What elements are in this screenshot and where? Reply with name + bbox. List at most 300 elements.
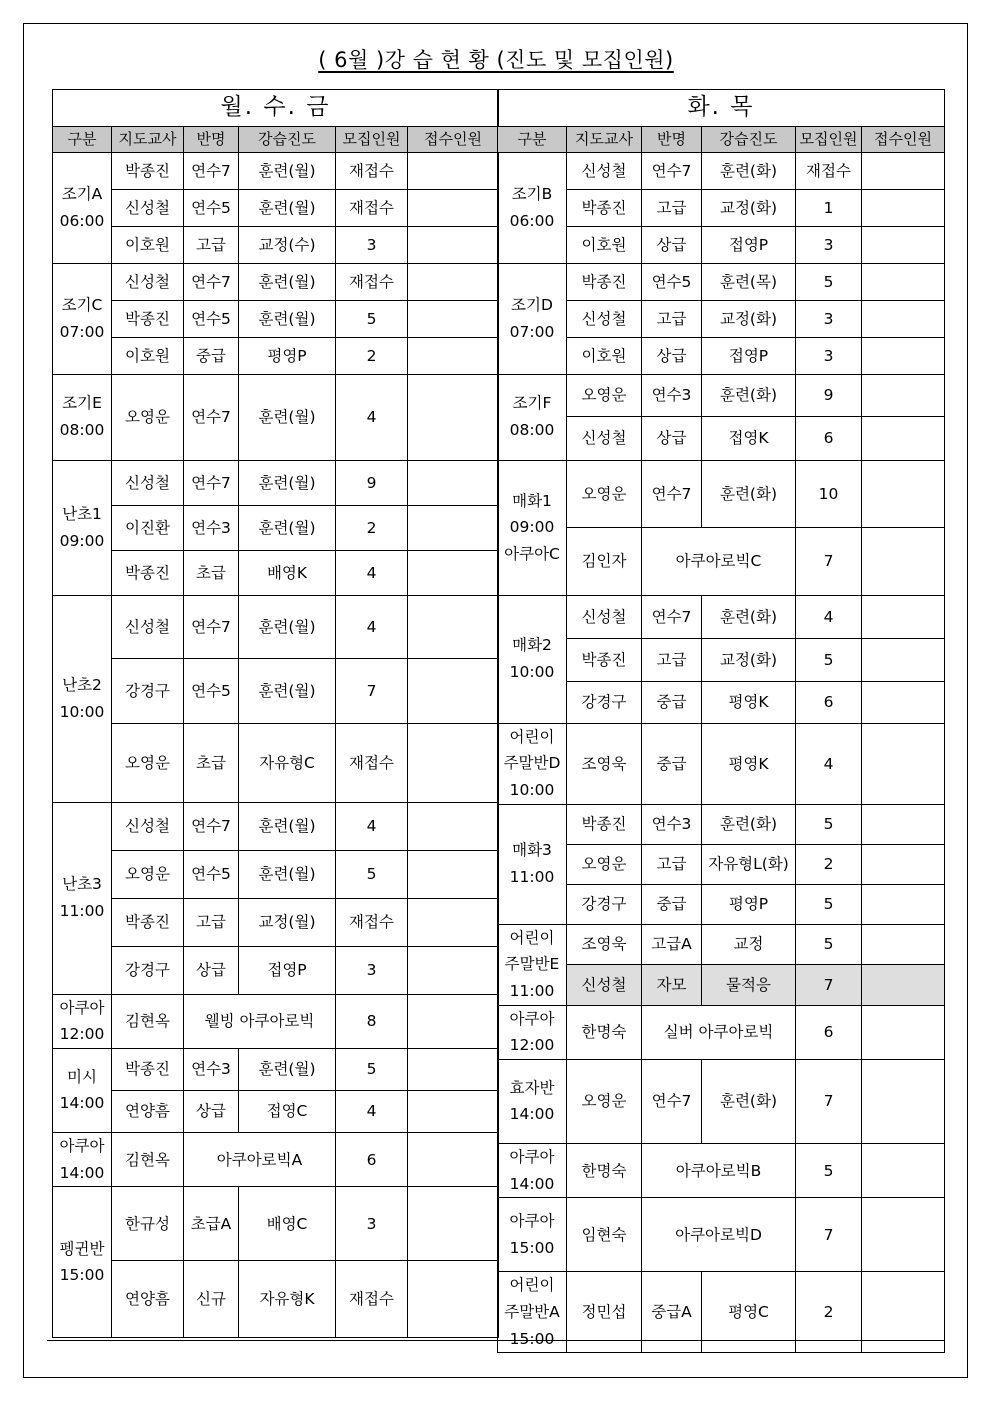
- progress-cell: 접영P: [239, 946, 336, 994]
- session-cell: [53, 1187, 112, 1338]
- column-header: 반명: [642, 126, 702, 152]
- received-count-cell: [862, 1059, 945, 1143]
- received-count-cell: [862, 1198, 945, 1272]
- session-cell: [53, 994, 112, 1048]
- session-name: 조기D: [511, 295, 553, 314]
- recruit-count-cell: 5: [796, 804, 862, 844]
- session-time: 08:00: [509, 421, 555, 440]
- progress-cell: 배영C: [239, 1187, 336, 1261]
- table-row: [498, 723, 945, 804]
- recruit-count-cell: 4: [336, 550, 408, 595]
- recruit-count-cell: 재접수: [336, 1261, 408, 1338]
- teacher-cell: 한규성: [112, 1187, 184, 1261]
- progress-cell: 자유형C: [239, 723, 336, 802]
- teacher-cell: 김현옥: [112, 994, 184, 1048]
- class-cell: 초급: [184, 723, 239, 802]
- session-cell: [498, 804, 567, 924]
- session-name: 아쿠아: [59, 1136, 105, 1155]
- class-cell: 연수3: [184, 1048, 239, 1090]
- teacher-cell: 강경구: [567, 681, 642, 723]
- recruit-count-cell: 2: [796, 844, 862, 884]
- teacher-cell: 오영운: [567, 460, 642, 527]
- class-cell: 중급: [642, 884, 702, 924]
- session-name: 어린이: [509, 1276, 555, 1295]
- received-count-cell: [862, 300, 945, 337]
- session-time: 11:00: [509, 868, 555, 887]
- table-row: [498, 924, 945, 964]
- column-header: 모집인원: [336, 126, 408, 152]
- received-count-cell: [862, 681, 945, 723]
- class-progress-cell: 웰빙 아쿠아로빅: [184, 994, 336, 1048]
- received-count-cell: [408, 1132, 499, 1186]
- received-count-cell: [862, 965, 945, 1005]
- session-name: 난초2: [62, 675, 102, 694]
- table-row: [53, 300, 499, 337]
- table-row: [53, 460, 499, 505]
- received-count-cell: [862, 374, 945, 416]
- column-header: 구분: [53, 126, 112, 152]
- table-row: [53, 505, 499, 550]
- column-header: 접수인원: [862, 126, 945, 152]
- table-row: [498, 1005, 945, 1059]
- bottom-rule: [47, 1340, 945, 1341]
- recruit-count-cell: 4: [336, 802, 408, 850]
- received-count-cell: [862, 527, 945, 595]
- class-cell: 연수7: [642, 152, 702, 189]
- session-time: 15:00: [509, 1329, 555, 1348]
- session-cell: [53, 263, 112, 374]
- table-row: [53, 946, 499, 994]
- teacher-cell: 김현옥: [112, 1132, 184, 1186]
- received-count-cell: [408, 374, 499, 460]
- recruit-count-cell: 5: [796, 263, 862, 300]
- class-cell: 연수7: [642, 1059, 702, 1143]
- teacher-cell: 신성철: [567, 965, 642, 1005]
- teacher-cell: 박종진: [112, 1048, 184, 1090]
- session-time: 14:00: [59, 1163, 105, 1182]
- class-cell: 연수7: [184, 595, 239, 658]
- progress-cell: 훈련(월): [239, 460, 336, 505]
- column-header: 접수인원: [408, 126, 499, 152]
- session-time: 11:00: [509, 981, 555, 1000]
- progress-cell: 훈련(월): [239, 595, 336, 658]
- received-count-cell: [408, 550, 499, 595]
- recruit-count-cell: 10: [796, 460, 862, 527]
- teacher-cell: 이호원: [567, 226, 642, 263]
- teacher-cell: 강경구: [112, 946, 184, 994]
- progress-cell: 자유형L(화): [702, 844, 796, 884]
- recruit-count-cell: 7: [336, 658, 408, 723]
- progress-cell: 평영P: [702, 884, 796, 924]
- class-cell: 고급: [184, 226, 239, 263]
- recruit-count-cell: 4: [796, 595, 862, 638]
- teacher-cell: 한명숙: [567, 1005, 642, 1059]
- table-row: [498, 460, 945, 527]
- recruit-count-cell: 5: [336, 1048, 408, 1090]
- received-count-cell: [862, 595, 945, 638]
- progress-cell: 훈련(월): [239, 300, 336, 337]
- session-name: 조기C: [61, 295, 103, 314]
- received-count-cell: [408, 1187, 499, 1261]
- teacher-cell: 오영운: [567, 844, 642, 884]
- teacher-cell: 박종진: [112, 898, 184, 946]
- received-count-cell: [408, 1261, 499, 1338]
- received-count-cell: [408, 152, 499, 189]
- received-count-cell: [408, 723, 499, 802]
- teacher-cell: 박종진: [567, 263, 642, 300]
- teacher-cell: 오영운: [112, 850, 184, 898]
- session-name: 어린이: [509, 928, 555, 947]
- progress-cell: 접영P: [702, 226, 796, 263]
- schedule-table-tue-thu: [497, 89, 945, 1353]
- progress-cell: 훈련(월): [239, 802, 336, 850]
- session-time: 10:00: [509, 780, 555, 799]
- session-time: 12:00: [59, 1025, 105, 1044]
- session-cell: [498, 374, 567, 460]
- table-row: [53, 550, 499, 595]
- session-time: 15:00: [509, 1238, 555, 1257]
- table-row: [498, 1143, 945, 1197]
- progress-cell: 평영C: [702, 1272, 796, 1353]
- session-name: 아쿠아: [509, 1147, 555, 1166]
- session-name: 펭귄반: [59, 1239, 105, 1258]
- table-row: [53, 1261, 499, 1338]
- session-cell: [53, 802, 112, 994]
- received-count-cell: [408, 505, 499, 550]
- received-count-cell: [408, 658, 499, 723]
- table-row: [53, 994, 499, 1048]
- received-count-cell: [408, 802, 499, 850]
- class-cell: 고급: [184, 898, 239, 946]
- session-name: 조기F: [512, 394, 552, 413]
- received-count-cell: [862, 416, 945, 460]
- recruit-count-cell: 8: [336, 994, 408, 1048]
- session-cell: [53, 1048, 112, 1132]
- recruit-count-cell: 5: [336, 300, 408, 337]
- progress-cell: 훈련(화): [702, 1059, 796, 1143]
- class-cell: 연수7: [184, 263, 239, 300]
- recruit-count-cell: 재접수: [336, 723, 408, 802]
- session-time: 14:00: [509, 1174, 555, 1193]
- class-cell: 연수3: [642, 374, 702, 416]
- table-row: [498, 804, 945, 844]
- recruit-count-cell: 4: [796, 723, 862, 804]
- class-cell: 초급A: [184, 1187, 239, 1261]
- session-name: 어린이: [509, 727, 555, 746]
- recruit-count-cell: 2: [336, 505, 408, 550]
- teacher-cell: 박종진: [112, 300, 184, 337]
- class-cell: 고급: [642, 189, 702, 226]
- teacher-cell: 박종진: [112, 152, 184, 189]
- teacher-cell: 오영운: [112, 723, 184, 802]
- progress-cell: 평영P: [239, 337, 336, 374]
- class-cell: 연수3: [642, 804, 702, 844]
- session-name: 난초1: [62, 504, 102, 523]
- received-count-cell: [862, 884, 945, 924]
- teacher-cell: 이호원: [112, 337, 184, 374]
- teacher-cell: 신성철: [112, 460, 184, 505]
- class-cell: 연수7: [184, 374, 239, 460]
- session-name: 조기B: [511, 184, 553, 203]
- class-cell: 연수7: [642, 460, 702, 527]
- class-cell: 상급: [642, 337, 702, 374]
- recruit-count-cell: 7: [796, 965, 862, 1005]
- received-count-cell: [408, 994, 499, 1048]
- progress-cell: 교정(화): [702, 300, 796, 337]
- table-row: [53, 658, 499, 723]
- progress-cell: 훈련(화): [702, 804, 796, 844]
- column-header: 지도교사: [112, 126, 184, 152]
- session-time: 14:00: [509, 1105, 555, 1124]
- session-cell: [498, 924, 567, 1005]
- session-cell: [53, 1132, 112, 1186]
- received-count-cell: [408, 263, 499, 300]
- class-cell: 초급: [184, 550, 239, 595]
- received-count-cell: [408, 1048, 499, 1090]
- table-row: [53, 898, 499, 946]
- received-count-cell: [408, 595, 499, 658]
- progress-cell: 훈련(화): [702, 595, 796, 638]
- progress-cell: 훈련(월): [239, 263, 336, 300]
- received-count-cell: [862, 189, 945, 226]
- recruit-count-cell: 4: [336, 374, 408, 460]
- session-cell: [53, 460, 112, 595]
- received-count-cell: [862, 337, 945, 374]
- recruit-count-cell: 4: [336, 595, 408, 658]
- class-cell: 연수7: [184, 460, 239, 505]
- progress-cell: 훈련(화): [702, 374, 796, 416]
- header-row: [498, 126, 945, 152]
- received-count-cell: [408, 946, 499, 994]
- session-time: 14:00: [59, 1094, 105, 1113]
- session-name: 조기E: [62, 394, 102, 413]
- class-progress-cell: 아쿠아로빅B: [642, 1143, 796, 1197]
- class-cell: 중급: [642, 681, 702, 723]
- progress-cell: 평영K: [702, 681, 796, 723]
- received-count-cell: [862, 924, 945, 964]
- class-progress-cell: 아쿠아로빅A: [184, 1132, 336, 1186]
- session-cell: [53, 374, 112, 460]
- table-row: [498, 595, 945, 638]
- session-time: 08:00: [59, 421, 105, 440]
- teacher-cell: 이진환: [112, 505, 184, 550]
- day-label-row: [53, 90, 499, 127]
- recruit-count-cell: 7: [796, 1059, 862, 1143]
- session-cell: [498, 1059, 567, 1143]
- session-time: 06:00: [509, 211, 555, 230]
- teacher-cell: 박종진: [567, 189, 642, 226]
- teacher-cell: 박종진: [567, 804, 642, 844]
- recruit-count-cell: 6: [796, 416, 862, 460]
- received-count-cell: [408, 1090, 499, 1132]
- received-count-cell: [862, 152, 945, 189]
- progress-cell: 훈련(화): [702, 152, 796, 189]
- teacher-cell: 신성철: [567, 300, 642, 337]
- session-time: 10:00: [59, 702, 105, 721]
- session-name: 아쿠아: [509, 1212, 555, 1231]
- teacher-cell: 조영욱: [567, 723, 642, 804]
- table-row: [53, 337, 499, 374]
- class-cell: 고급A: [642, 924, 702, 964]
- received-count-cell: [408, 226, 499, 263]
- column-header: 반명: [184, 126, 239, 152]
- teacher-cell: 조영욱: [567, 924, 642, 964]
- column-header: 지도교사: [567, 126, 642, 152]
- recruit-count-cell: 재접수: [336, 263, 408, 300]
- teacher-cell: 신성철: [112, 189, 184, 226]
- session-name: 매화1: [512, 491, 552, 510]
- teacher-cell: 임현숙: [567, 1198, 642, 1272]
- teacher-cell: 오영운: [112, 374, 184, 460]
- table-row: [498, 263, 945, 300]
- session-time: 09:00: [59, 531, 105, 550]
- received-count-cell: [862, 638, 945, 681]
- teacher-cell: 이호원: [567, 337, 642, 374]
- day-label-row: [498, 90, 945, 127]
- recruit-count-cell: 3: [336, 1187, 408, 1261]
- class-cell: 상급: [642, 226, 702, 263]
- class-cell: 연수7: [184, 152, 239, 189]
- class-cell: 연수7: [184, 802, 239, 850]
- day-label: 화. 목: [498, 90, 945, 127]
- recruit-count-cell: 2: [796, 1272, 862, 1353]
- table-row: [498, 374, 945, 416]
- table-row: [53, 189, 499, 226]
- teacher-cell: 신성철: [567, 152, 642, 189]
- teacher-cell: 신성철: [567, 416, 642, 460]
- progress-cell: 접영P: [702, 337, 796, 374]
- recruit-count-cell: 5: [796, 1143, 862, 1197]
- session-cell: [498, 1143, 567, 1197]
- recruit-count-cell: 재접수: [796, 152, 862, 189]
- class-cell: 고급: [642, 300, 702, 337]
- header-row: [53, 126, 499, 152]
- session-time: 07:00: [509, 322, 555, 341]
- session-name: 매화3: [512, 841, 552, 860]
- received-count-cell: [862, 226, 945, 263]
- table-row: [53, 152, 499, 189]
- teacher-cell: 이호원: [112, 226, 184, 263]
- recruit-count-cell: 1: [796, 189, 862, 226]
- table-row: [498, 1198, 945, 1272]
- teacher-cell: 오영운: [567, 1059, 642, 1143]
- received-count-cell: [408, 300, 499, 337]
- session-time: 07:00: [59, 322, 105, 341]
- column-header: 강습진도: [702, 126, 796, 152]
- recruit-count-cell: 3: [336, 226, 408, 263]
- received-count-cell: [408, 189, 499, 226]
- teacher-cell: 신성철: [567, 595, 642, 638]
- session-cell: [498, 263, 567, 374]
- session-cell: [498, 595, 567, 723]
- class-cell: 고급: [642, 844, 702, 884]
- table-row: [53, 263, 499, 300]
- progress-cell: 훈련(월): [239, 658, 336, 723]
- session-subname: 주말반A: [504, 1302, 560, 1321]
- class-cell: 자모: [642, 965, 702, 1005]
- teacher-cell: 강경구: [112, 658, 184, 723]
- table-row: [53, 226, 499, 263]
- teacher-cell: 오영운: [567, 374, 642, 416]
- progress-cell: 교정(월): [239, 898, 336, 946]
- progress-cell: 훈련(월): [239, 189, 336, 226]
- teacher-cell: 신성철: [112, 595, 184, 658]
- class-cell: 연수5: [184, 300, 239, 337]
- table-row: [53, 802, 499, 850]
- session-subname: 주말반E: [504, 955, 560, 974]
- progress-cell: 자유형K: [239, 1261, 336, 1338]
- received-count-cell: [408, 898, 499, 946]
- progress-cell: 평영K: [702, 723, 796, 804]
- recruit-count-cell: 3: [796, 300, 862, 337]
- session-name: 미시: [67, 1067, 97, 1086]
- session-cell: [498, 723, 567, 804]
- class-cell: 연수5: [184, 850, 239, 898]
- class-cell: 연수7: [642, 595, 702, 638]
- progress-cell: 훈련(월): [239, 374, 336, 460]
- class-progress-cell: 실버 아쿠아로빅: [642, 1005, 796, 1059]
- progress-cell: 훈련(월): [239, 1048, 336, 1090]
- class-cell: 상급: [184, 1090, 239, 1132]
- table-row: [53, 1090, 499, 1132]
- session-name: 효자반: [509, 1078, 555, 1097]
- recruit-count-cell: 7: [796, 527, 862, 595]
- teacher-cell: 강경구: [567, 884, 642, 924]
- received-count-cell: [862, 1005, 945, 1059]
- recruit-count-cell: 3: [796, 337, 862, 374]
- recruit-count-cell: 5: [796, 884, 862, 924]
- table-row: [498, 1059, 945, 1143]
- teacher-cell: 한명숙: [567, 1143, 642, 1197]
- recruit-count-cell: 9: [336, 460, 408, 505]
- progress-cell: 교정(수): [239, 226, 336, 263]
- received-count-cell: [408, 337, 499, 374]
- session-extra: 아쿠아C: [504, 544, 560, 563]
- progress-cell: 접영C: [239, 1090, 336, 1132]
- progress-cell: 훈련(월): [239, 505, 336, 550]
- received-count-cell: [862, 844, 945, 884]
- recruit-count-cell: 5: [336, 850, 408, 898]
- column-header: 구분: [498, 126, 567, 152]
- recruit-count-cell: 3: [336, 946, 408, 994]
- session-time: 10:00: [509, 663, 555, 682]
- table-row: [53, 374, 499, 460]
- received-count-cell: [862, 723, 945, 804]
- table-row: [53, 1048, 499, 1090]
- received-count-cell: [862, 460, 945, 527]
- session-cell: [53, 595, 112, 802]
- table-row: [53, 1132, 499, 1186]
- recruit-count-cell: 6: [796, 1005, 862, 1059]
- session-cell: [498, 1198, 567, 1272]
- table-row: [498, 152, 945, 189]
- teacher-cell: 박종진: [112, 550, 184, 595]
- session-cell: [498, 152, 567, 263]
- class-progress-cell: 아쿠아로빅C: [642, 527, 796, 595]
- recruit-count-cell: 5: [796, 638, 862, 681]
- recruit-count-cell: 3: [796, 226, 862, 263]
- class-cell: 연수5: [184, 658, 239, 723]
- class-progress-cell: 아쿠아로빅D: [642, 1198, 796, 1272]
- session-time: 15:00: [59, 1266, 105, 1285]
- class-cell: 상급: [642, 416, 702, 460]
- recruit-count-cell: 2: [336, 337, 408, 374]
- class-cell: 신규: [184, 1261, 239, 1338]
- session-time: 11:00: [59, 902, 105, 921]
- session-cell: [498, 460, 567, 595]
- class-cell: 중급A: [642, 1272, 702, 1353]
- progress-cell: 교정(화): [702, 189, 796, 226]
